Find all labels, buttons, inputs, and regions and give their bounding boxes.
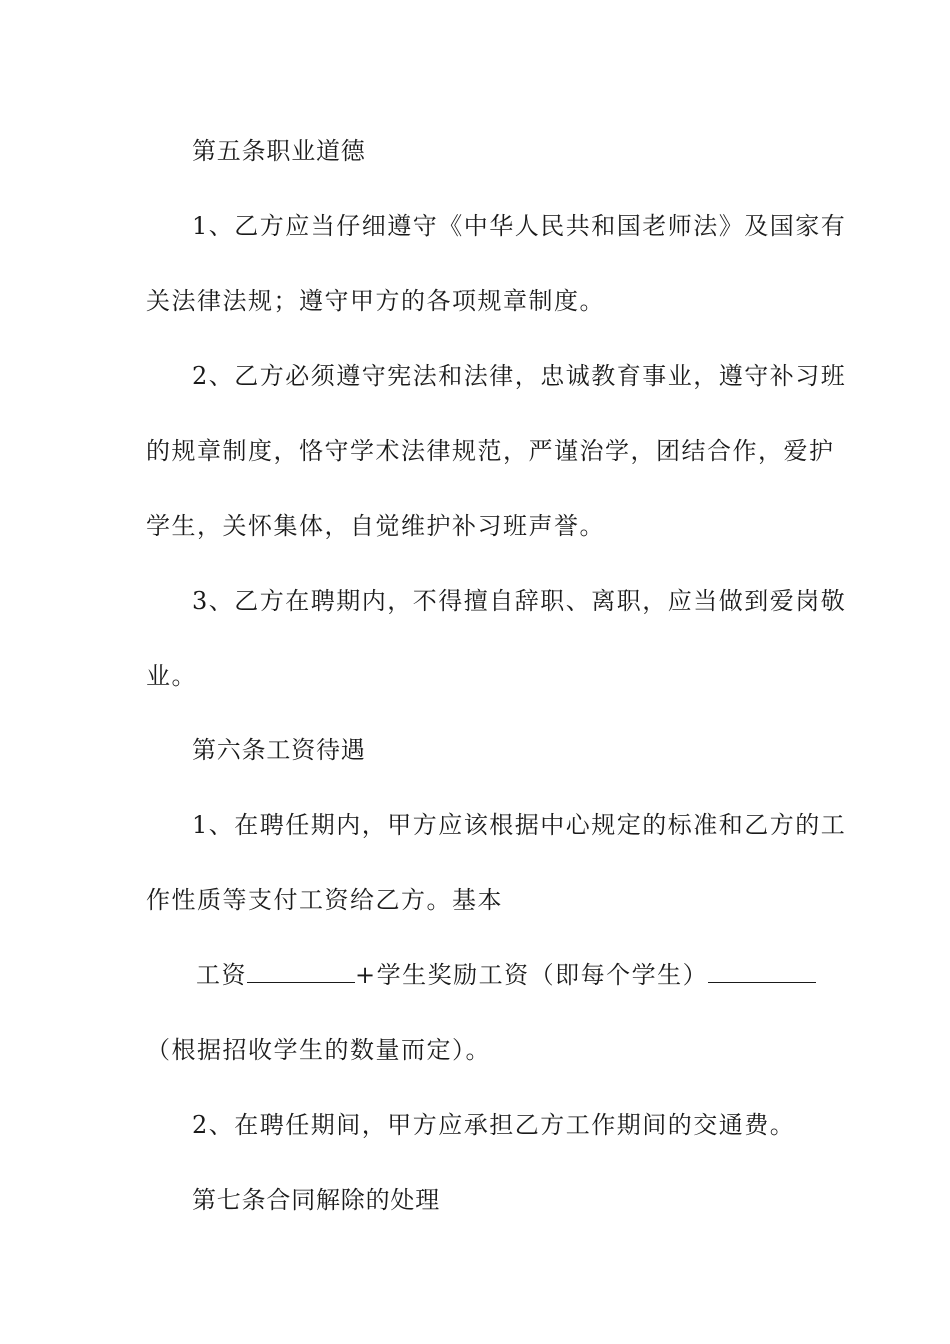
article-5-item-2-line-3: 学生，关怀集体，自觉维护补习班声誉。	[146, 512, 605, 540]
article-7-heading: 第七条合同解除的处理	[192, 1186, 440, 1214]
article-5-item-1-line-1: 1、乙方应当仔细遵守《中华人民共和国老师法》及国家有	[192, 212, 847, 240]
student-bonus-label: +学生奖励工资（即每个学生）	[355, 961, 709, 989]
wage-note: （根据招收学生的数量而定）。	[146, 1036, 491, 1064]
basic-wage-label: 工资	[196, 961, 247, 989]
article-5-item-2-line-1: 2、乙方必须遵守宪法和法律，忠诚教育事业，遵守补习班	[192, 362, 847, 390]
article-5-item-3-line-2: 业。	[146, 662, 197, 690]
article-5-item-3-line-1: 3、乙方在聘期内，不得擅自辞职、离职，应当做到爱岗敬	[192, 587, 847, 615]
article-5-item-2-line-2: 的规章制度，恪守学术法律规范，严谨治学，团结合作，爱护	[146, 437, 835, 465]
wage-line	[196, 960, 816, 990]
basic-wage-blank	[247, 960, 355, 983]
article-6-item-1-line-1: 1、在聘任期内，甲方应该根据中心规定的标准和乙方的工	[192, 811, 847, 839]
student-bonus-blank	[708, 960, 816, 983]
article-6-item-2: 2、在聘任期间，甲方应承担乙方工作期间的交通费。	[192, 1111, 796, 1139]
article-5-item-1-line-2: 关法律法规；遵守甲方的各项规章制度。	[146, 287, 605, 315]
article-5-heading: 第五条职业道德	[192, 137, 366, 165]
article-6-item-1-line-2: 作性质等支付工资给乙方。基本	[146, 886, 503, 914]
article-6-heading: 第六条工资待遇	[192, 736, 366, 764]
